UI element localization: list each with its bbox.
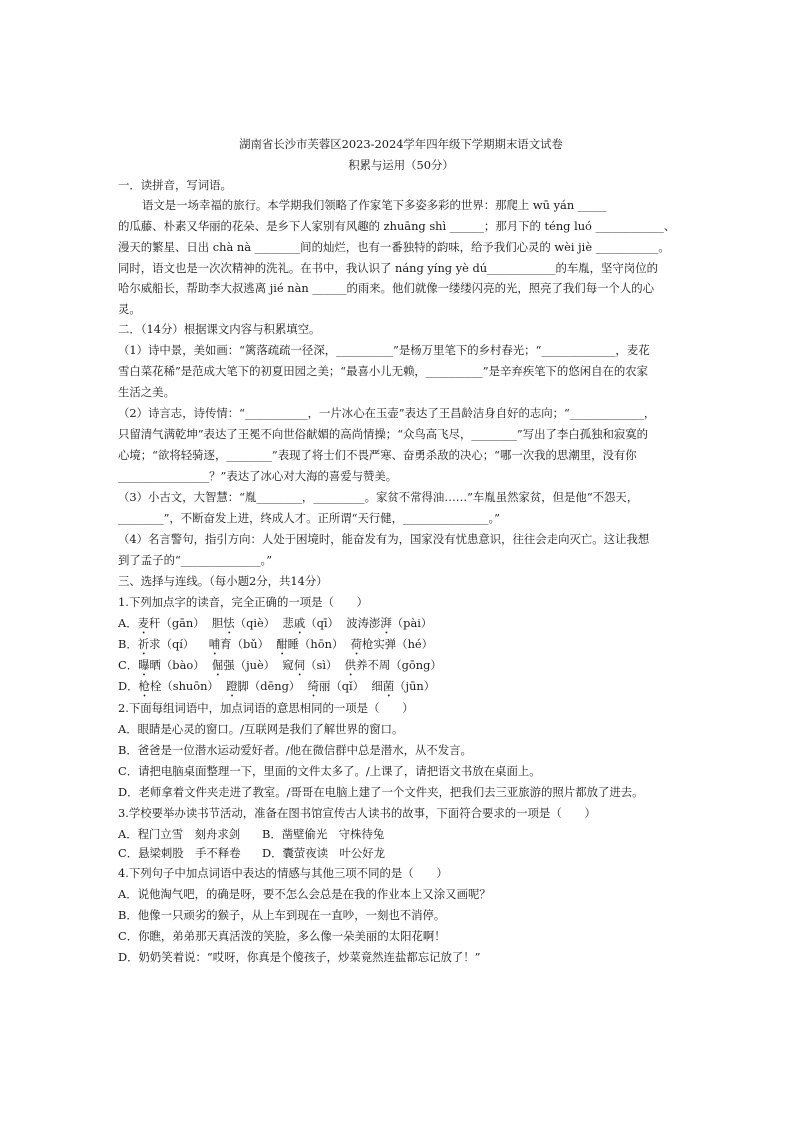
section1-line: 哈尔威船长，帮助李大叔逃离 jié nàn ______的雨来。他们就像一缕缕闪亮的光，照亮了我们每一个人的心	[118, 281, 655, 295]
section2-line: 心境；“欲将轻骑逐，________”表现了将士们不畏严寒、奋勇杀敌的决心；“哪一次我的思潮里，没有你	[118, 448, 637, 462]
question-4-option-a: A．说他淘气吧，的确是呀，要不怎么会总是在我的作业本上又涂又画呢？	[118, 887, 491, 901]
section2-line: 生活之美。	[118, 385, 175, 399]
section2-heading: 二．（14分）根据课文内容与积累填空。	[118, 322, 321, 336]
section2-line: （1）诗中景，美如画：“篱落疏疏一径深，__________”是杨万里笔下的乡村春光；“_____________，麦花	[118, 343, 650, 357]
section2-line: （3）小古文，大智慧：“胤________，_________。家贫不常得油……”车胤虽然家贫，但是他“不怨天，	[118, 490, 639, 504]
section2-line: （2）诗言志，诗传情：“___________，一片冰心在玉壶”表达了王昌龄洁身自好的志向；“_____________，	[118, 406, 656, 420]
question-2-stem: 2.下面每组词语中，加点词语的意思相同的一项是（ ）	[118, 701, 414, 715]
question-2-option-a: A．眼睛是心灵的窗口。/互联网是我们了解世界的窗口。	[118, 722, 404, 736]
question-1-option-c: C．曝晒（bào） 倔强（juè） 窥伺（sì） 供养不周（gōng）	[118, 658, 442, 672]
question-1-option-a: A．麦秆（gān） 胆怯（qiè） 悲戚（qī） 波涛澎湃（pài）	[118, 616, 433, 630]
section1-heading: 一．读拼音，写词语。	[118, 178, 232, 192]
section2-line: 到了孟子的“______________。”	[118, 553, 273, 567]
section1-line: 灵。	[118, 302, 141, 316]
question-1-option-d: D．枪栓（shuōn） 蹬脚（dēng） 绮丽（qǐ） 细菌（jūn）	[118, 679, 436, 693]
section2-line: （4）名言警句，指引方向：人处于困境时，能奋发有为，国家没有忧患意识，往往会走向灭亡。这让我想	[118, 532, 650, 546]
exam-title: 湖南省长沙市芙蓉区2023-2024学年四年级下学期期末语文试卷	[239, 137, 563, 151]
exam-subtitle: 积累与运用（50分）	[348, 158, 454, 172]
question-3-option-d: D．囊萤夜读 叶公好龙	[262, 846, 386, 860]
question-4-option-d: D．奶奶笑着说：“哎呀，你真是个傻孩子，炒菜竟然连盐都忘记放了！”	[118, 950, 481, 964]
question-2-option-d: D．老师拿着文件夹走进了教室。/哥哥在电脑上建了一个文件夹，把我们去三亚旅游的照片都放了进去。	[118, 785, 644, 799]
section2-line: ________________？”表达了冰心对大海的喜爱与赞美。	[118, 469, 398, 483]
question-1-option-b: B．祈求（qí） 哺育（bǔ） 酣睡（hōn） 荷枪实弹（hé）	[118, 637, 434, 651]
question-4-option-b: B．他像一只顽劣的猴子，从上车到现在一直吵，一刻也不消停。	[118, 908, 446, 922]
question-3-stem: 3.学校要举办读书节活动，准备在图书馆宣传古人读书的故事，下面符合要求的一项是（ ）	[118, 806, 596, 820]
section3-heading: 三、选择与连线。（每小题2分，共14分）	[118, 574, 328, 588]
question-3-option-c: C．悬梁刺股 手不释卷	[118, 846, 241, 860]
section1-line: 语文是一场幸福的旅行。本学期我们领略了作家笔下多姿多彩的世界：那爬上 wū yán _____	[142, 198, 607, 212]
section2-line: 只留清气满乾坤”表达了王冕不向世俗献媚的高尚情操；“众鸟高飞尽，________”写出了李白孤独和寂寞的	[118, 427, 649, 441]
section2-line: ________”，不断奋发上进，终成人才。正所谓“天行健，_______________。”	[118, 511, 500, 525]
section1-line: 同时，语文也是一次次精神的洗礼。在书中，我认识了 náng yíng yè dú____________的车胤，坚守岗位的	[118, 261, 658, 275]
question-3-option-b: B．凿壁偷光 守株待兔	[262, 827, 385, 841]
question-4-option-c: C．你瞧，弟弟那天真活泼的笑脸，多么像一朵美丽的太阳花啊！	[118, 929, 446, 943]
question-4-stem: 4.下列句子中加点词语中表达的情感与其他三项不同的是（ ）	[118, 866, 448, 880]
section1-line: 的瓜藤、朴素又华丽的花朵、是乡下人家别有风趣的 zhuāng shì ______；那月下的 téng luó ____________、	[118, 219, 676, 233]
question-2-option-c: C．请把电脑桌面整理一下，里面的文件太多了。/上课了，请把语文书放在桌面上。	[118, 764, 541, 778]
question-3-option-a: A．程门立雪 刻舟求剑	[118, 827, 241, 841]
question-1-stem: 1.下列加点字的读音，完全正确的一项是（ ）	[118, 595, 369, 609]
section2-line: 雪白菜花稀”是范成大笔下的初夏田园之美；“最喜小儿无赖，__________”是辛弃疾笔下的悠闲自在的农家	[118, 364, 649, 378]
question-2-option-b: B．爸爸是一位潜水运动爱好者。/他在微信群中总是潜水，从不发言。	[118, 743, 472, 757]
section1-line: 漫天的繁星、日出 chà nà ________间的灿烂，也有一番独特的韵味，给予我们心灵的 wèi jiè ___________。	[118, 240, 670, 254]
